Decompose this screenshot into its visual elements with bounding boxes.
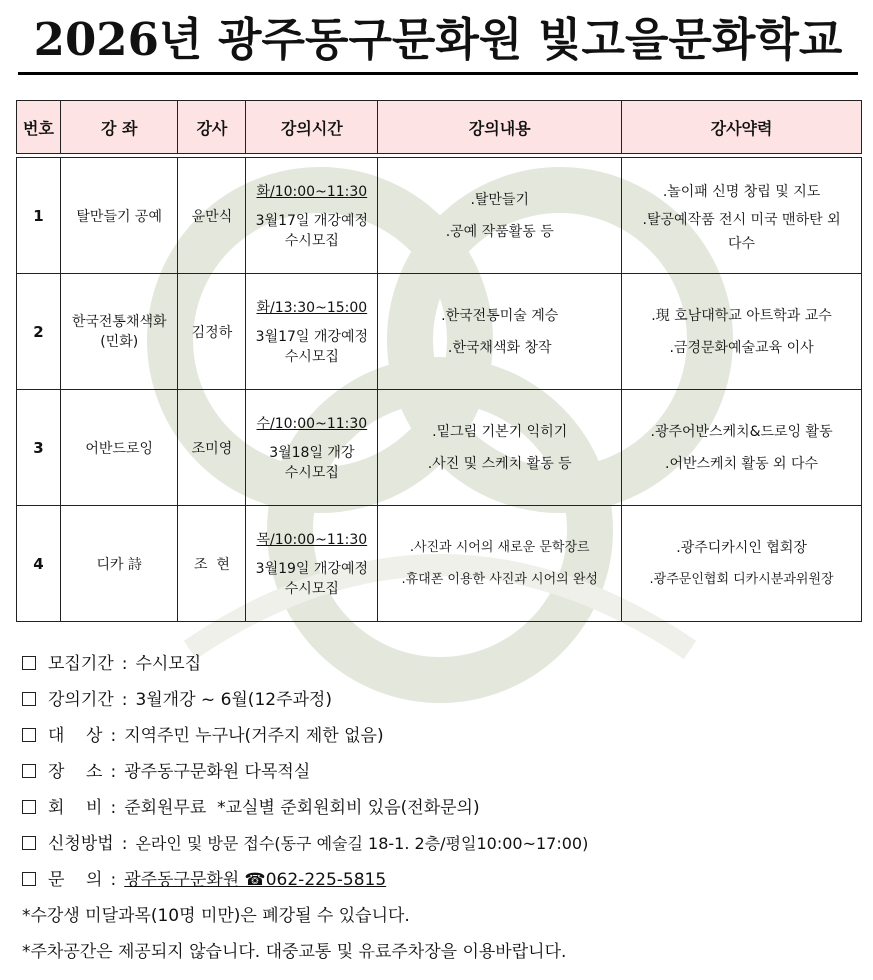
career-line: .금경문화예술교육 이사 (669, 339, 814, 356)
content-line: .밑그림 기본기 익히기 (432, 423, 568, 440)
career-line: .광주문인협회 디카시분과위원장 (649, 571, 834, 587)
checkbox-icon (22, 800, 36, 814)
row-number: 3 (17, 390, 61, 506)
row-content (378, 390, 622, 506)
row-instructor: 윤만식 (178, 158, 246, 274)
row-course: 어반드로잉 (60, 390, 178, 506)
header-content: 강의내용 (378, 101, 622, 154)
content-line: .탈만들기 (470, 191, 529, 208)
career-line: .광주디카시인 협회장 (676, 539, 807, 556)
content-line: .한국전통미술 계승 (441, 307, 559, 324)
time-day: 화/10:00~11:30 (256, 183, 368, 200)
checkbox-icon (22, 836, 36, 850)
table-row (17, 506, 862, 622)
career-line: .어반스케치 활동 외 다수 (665, 455, 819, 472)
row-career (622, 506, 862, 622)
row-number: 1 (17, 158, 61, 274)
time-recruit: 수시모집 (284, 580, 339, 597)
checkbox-icon (22, 872, 36, 886)
row-time (246, 506, 378, 622)
content-line: .사진 및 스케치 활동 등 (427, 455, 572, 472)
note-application: 신청방법 : 온라인 및 방문 접수(동구 예술길 18-1. 2층/평일10:00~17:00) (22, 826, 588, 862)
header-career: 강사약력 (622, 101, 862, 154)
footnote-cancellation: *수강생 미달과목(10명 미만)은 폐강될 수 있습니다. (22, 906, 410, 926)
career-line: .광주어반스케치&드로잉 활동 (650, 423, 833, 440)
note-target: 대 상 : 지역주민 누구나(거주지 제한 없음) (22, 718, 588, 754)
row-time (246, 274, 378, 390)
row-instructor: 조미영 (178, 390, 246, 506)
row-time (246, 390, 378, 506)
checkbox-icon (22, 692, 36, 706)
row-number: 4 (17, 506, 61, 622)
checkbox-icon (22, 728, 36, 742)
time-day: 목/10:00~11:30 (256, 531, 368, 548)
page-title: 2026년 광주동구문화원 빛고을문화학교 (18, 10, 858, 75)
header-instructor: 강사 (178, 101, 246, 154)
course-name: 한국전통채색화 (71, 313, 167, 330)
row-time (246, 158, 378, 274)
note-inquiry: 문 의 : 광주동구문화원 ☎062-225-5815 (22, 862, 588, 898)
checkbox-icon (22, 764, 36, 778)
row-course: 디카 詩 (60, 506, 178, 622)
header-time: 강의시간 (246, 101, 378, 154)
time-recruit: 수시모집 (284, 464, 339, 481)
time-start: 3월17일 개강예정 (255, 212, 368, 229)
table-row (17, 390, 862, 506)
time-day: 화/13:30~15:00 (256, 299, 368, 316)
career-line: 다수 (728, 235, 756, 252)
row-content (378, 274, 622, 390)
time-start: 3월18일 개강 (269, 444, 355, 461)
note-fee: 회 비 : 준회원무료 *교실별 준회원회비 있음(전화문의) (22, 790, 588, 826)
note-location: 장 소 : 광주동구문화원 다목적실 (22, 754, 588, 790)
time-recruit: 수시모집 (284, 348, 339, 365)
content-line: .한국채색화 창작 (447, 339, 552, 356)
inquiry-contact: 광주동구문화원 ☎062-225-5815 (124, 870, 387, 890)
info-notes (22, 646, 588, 970)
content-line: .공예 작품활동 등 (445, 223, 554, 240)
row-career (622, 158, 862, 274)
time-recruit: 수시모집 (284, 232, 339, 249)
row-course (60, 274, 178, 390)
time-start: 3월19일 개강예정 (255, 560, 368, 577)
table-header-row (17, 101, 862, 154)
checkbox-icon (22, 656, 36, 670)
note-lecture-period: 강의기간 : 3월개강 ~ 6월(12주과정) (22, 682, 588, 718)
time-day: 수/10:00~11:30 (256, 415, 368, 432)
content-line: .휴대폰 이용한 사진과 시어의 완성 (401, 571, 598, 587)
career-line: .탈공예작품 전시 미국 맨하탄 외 (642, 211, 841, 228)
note-recruit-period: 모집기간 : 수시모집 (22, 646, 588, 682)
header-number: 번호 (17, 101, 61, 154)
row-instructor: 김정하 (178, 274, 246, 390)
row-content (378, 506, 622, 622)
table-row (17, 158, 862, 274)
content-line: .사진과 시어의 새로운 문학장르 (409, 539, 590, 555)
row-career (622, 390, 862, 506)
row-course: 탈만들기 공예 (60, 158, 178, 274)
row-content (378, 158, 622, 274)
career-line: .놀이패 신명 창립 및 지도 (662, 183, 821, 200)
row-instructor: 조 현 (178, 506, 246, 622)
course-name-sub: (민화) (100, 333, 139, 350)
row-number: 2 (17, 274, 61, 390)
footnote-parking: *주차공간은 제공되지 않습니다. 대중교통 및 유료주차장을 이용바랍니다. (22, 942, 567, 962)
time-start: 3월17일 개강예정 (255, 328, 368, 345)
row-career (622, 274, 862, 390)
career-line: .現 호남대학교 아트학과 교수 (651, 307, 832, 324)
course-table (16, 100, 862, 622)
header-course: 강 좌 (60, 101, 178, 154)
table-row (17, 274, 862, 390)
